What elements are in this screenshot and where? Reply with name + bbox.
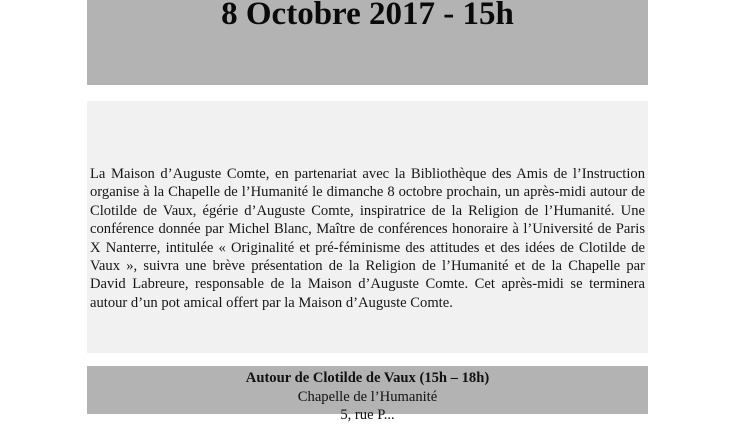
event-address-partial: 5, rue P... bbox=[340, 407, 395, 423]
description-paragraph: La Maison d’Auguste Comte, en partenariat avec la Bibliothèque des Amis de l’Instruction organise à la Chapelle de l’Humanité le dimanche 8 octobre prochain, un après-midi autour de Clotilde de Vaux, égérie d’Auguste Comte, inspiratrice de la Religion de l’Humanité. Une conférence donnée par Michel Blanc, Maître de conférences honoraire à l’Université de Paris X Nanterre, intitulée « Originalité et pré-féminisme des attitudes et des idées de Clotilde de Vaux », suivra une brève présentation de la Religion de l’Humanité et de la Chapelle par David Labreure, responsable de la Maison d’Auguste Comte. Cet après-midi se terminera autour d’un pot amical offert par la Maison d’Auguste Comte. bbox=[90, 166, 645, 311]
event-title: Autour de Clotilde de Vaux (15h – 18h) bbox=[245, 370, 490, 386]
event-info-band bbox=[87, 366, 648, 423]
description-panel bbox=[87, 101, 648, 353]
event-venue: Chapelle de l’Humanité bbox=[297, 389, 438, 405]
header-band bbox=[87, 0, 648, 85]
event-date-heading: 8 Octobre 2017 - 15h bbox=[221, 0, 514, 32]
